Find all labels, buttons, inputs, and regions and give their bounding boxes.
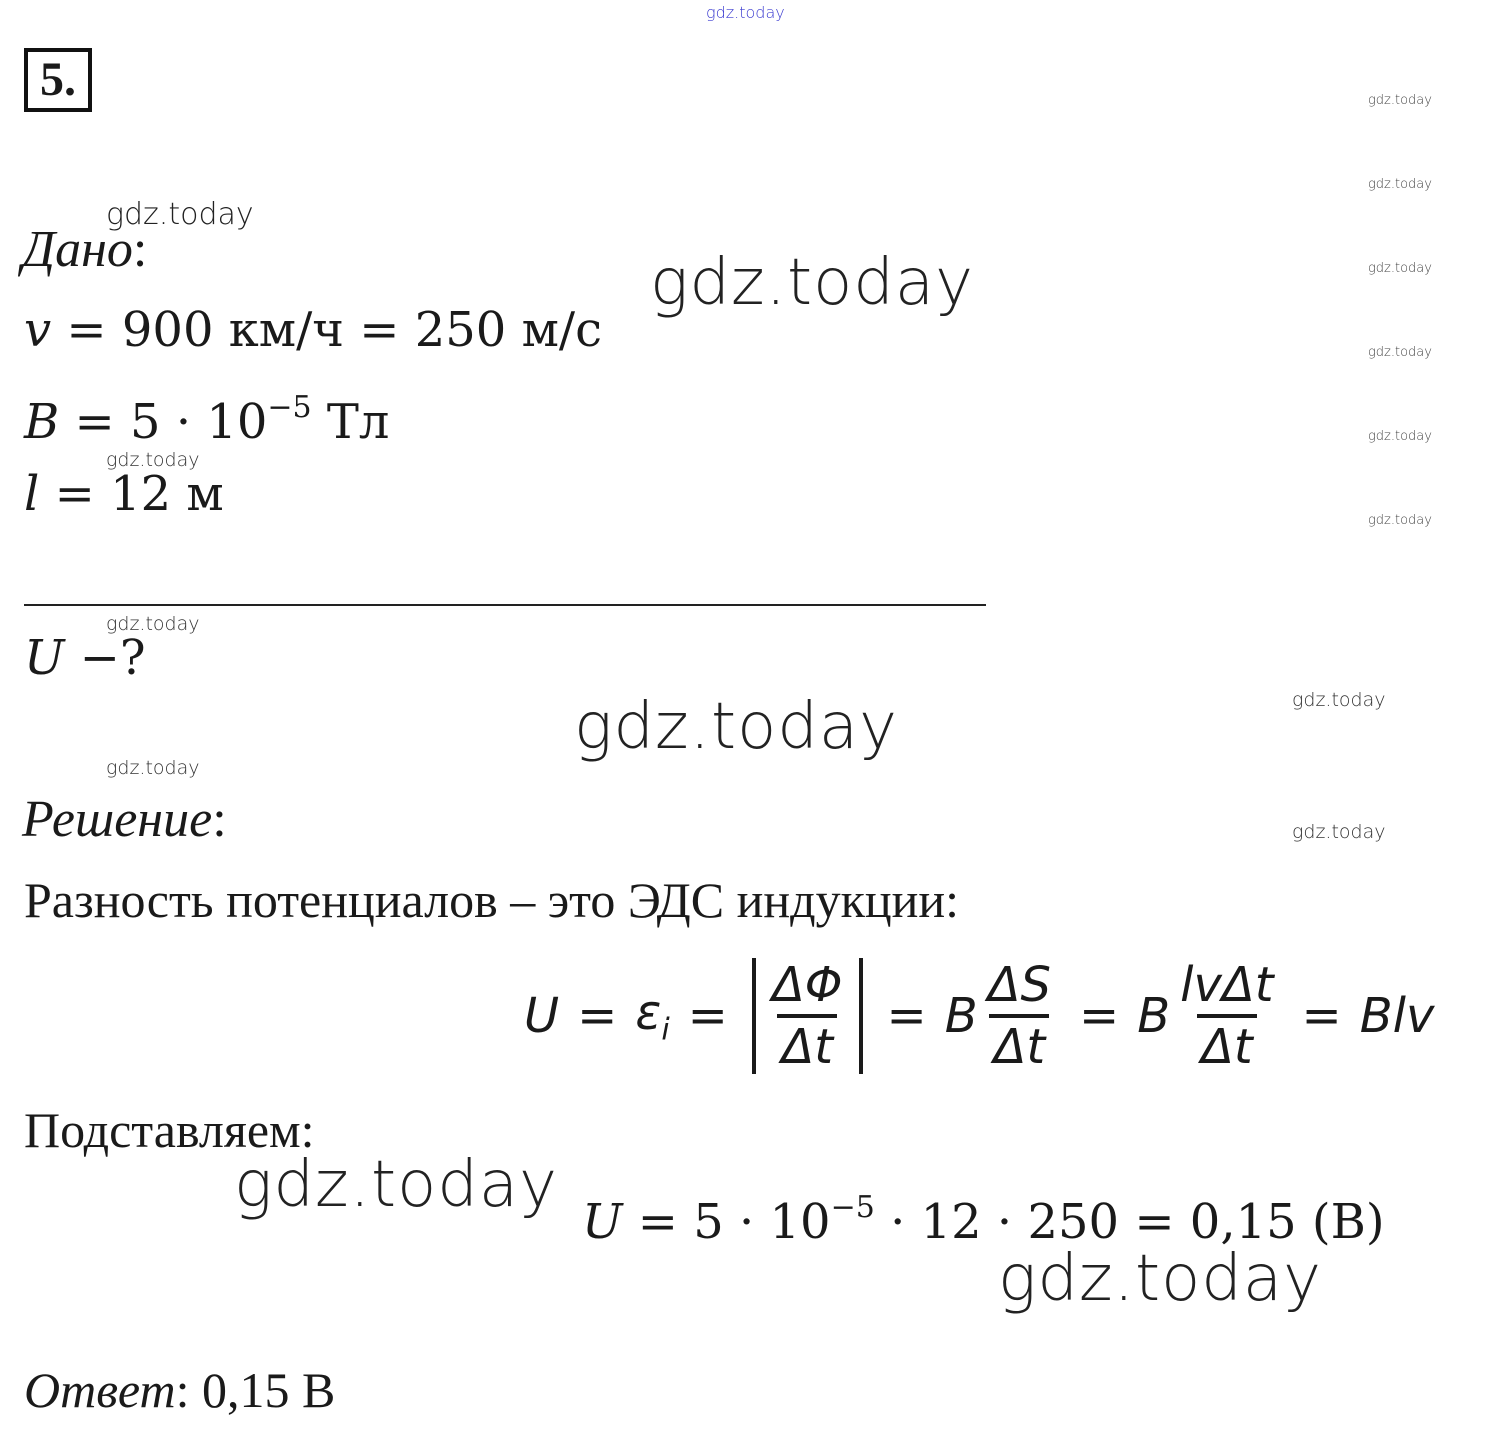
find-symbol: U [24, 630, 65, 686]
watermark-small-5: gdz.today [1292, 821, 1386, 843]
frac-path-den: Δt [1197, 1014, 1257, 1076]
find-expression: −? [64, 630, 146, 686]
answer-line [24, 1358, 335, 1422]
watermark-right-4: gdz.today [1368, 345, 1432, 360]
watermark-small-2: gdz.today [106, 613, 200, 635]
calc-symbol: U [582, 1194, 623, 1250]
watermark-small-3: gdz.today [1292, 689, 1386, 711]
answer-value: : 0,15 В [175, 1362, 336, 1418]
watermark-given-heading: gdz.today [106, 197, 254, 232]
formula-b-2: B [1137, 988, 1171, 1044]
frac-flux-num: ΔΦ [771, 957, 843, 1013]
frac-area-num: ΔS [987, 957, 1051, 1013]
solution-text-substitute: Подставляем: [24, 1102, 315, 1158]
abs-bar-left [752, 958, 756, 1074]
given-divider [24, 604, 986, 606]
induction-unit: Тл [311, 394, 390, 450]
emf-formula [524, 948, 1434, 1084]
frac-flux [768, 956, 847, 1076]
frac-area-den: Δt [989, 1014, 1049, 1076]
calc-exponent: −5 [830, 1190, 875, 1225]
formula-eq-2: = [687, 988, 728, 1044]
formula-b-1: B [944, 988, 978, 1044]
frac-path-num: lvΔt [1180, 957, 1274, 1013]
formula-eq-4: = [1078, 988, 1120, 1044]
solution-heading-label: Решение [22, 791, 213, 848]
solution-text-emf: Разность потенциалов – это ЭДС индукции: [24, 872, 960, 928]
given-heading-colon: : [132, 221, 148, 278]
frac-area [984, 956, 1055, 1076]
watermark-right-5: gdz.today [1368, 429, 1432, 444]
answer-label: Ответ [24, 1362, 176, 1418]
calc-rest: · 12 · 250 = 0,15 (В) [874, 1194, 1385, 1250]
induction-base: = 5 · 10 [59, 394, 268, 450]
watermark-right-3: gdz.today [1368, 261, 1432, 276]
watermark-big-3: gdz.today [234, 1148, 558, 1222]
given-heading-label: Дано [22, 221, 133, 278]
watermark-small-4: gdz.today [106, 757, 200, 779]
formula-eps-sub: i [661, 1012, 670, 1048]
find-quantity [24, 628, 146, 688]
calc-base: = 5 · 10 [622, 1194, 831, 1250]
solution-heading-colon: : [212, 791, 227, 848]
length-expression: = 12 м [39, 466, 224, 522]
watermark-big-1: gdz.today [650, 246, 974, 320]
watermark-big-4: gdz.today [998, 1242, 1322, 1316]
given-velocity [24, 300, 602, 360]
watermark-big-2: gdz.today [574, 690, 898, 764]
length-symbol: l [24, 466, 40, 522]
given-length [24, 464, 224, 524]
velocity-expression: = 900 км/ч = 250 м/с [51, 302, 602, 358]
formula-eq-1: = [577, 988, 618, 1044]
watermark-right-1: gdz.today [1368, 93, 1432, 108]
formula-eq-3: = [886, 988, 927, 1044]
watermark-top: gdz.today [706, 3, 785, 22]
frac-flux-den: Δt [777, 1014, 837, 1076]
frac-path [1176, 956, 1277, 1076]
solution-heading [22, 790, 227, 850]
problem-number: 5. [24, 48, 92, 112]
given-induction [24, 382, 389, 452]
watermark-small-1: gdz.today [106, 449, 200, 471]
induction-exponent: −5 [267, 390, 312, 425]
watermark-right-2: gdz.today [1368, 177, 1432, 192]
induction-symbol: B [24, 394, 60, 450]
formula-result: Blv [1359, 988, 1435, 1044]
formula-eq-5: = [1301, 988, 1342, 1044]
formula-eps-symbol: ε [635, 984, 662, 1041]
formula-u: U [524, 988, 560, 1044]
watermark-right-6: gdz.today [1368, 513, 1432, 528]
velocity-symbol: v [24, 302, 52, 358]
formula-eps [635, 985, 669, 1048]
abs-bar-right [859, 958, 863, 1074]
